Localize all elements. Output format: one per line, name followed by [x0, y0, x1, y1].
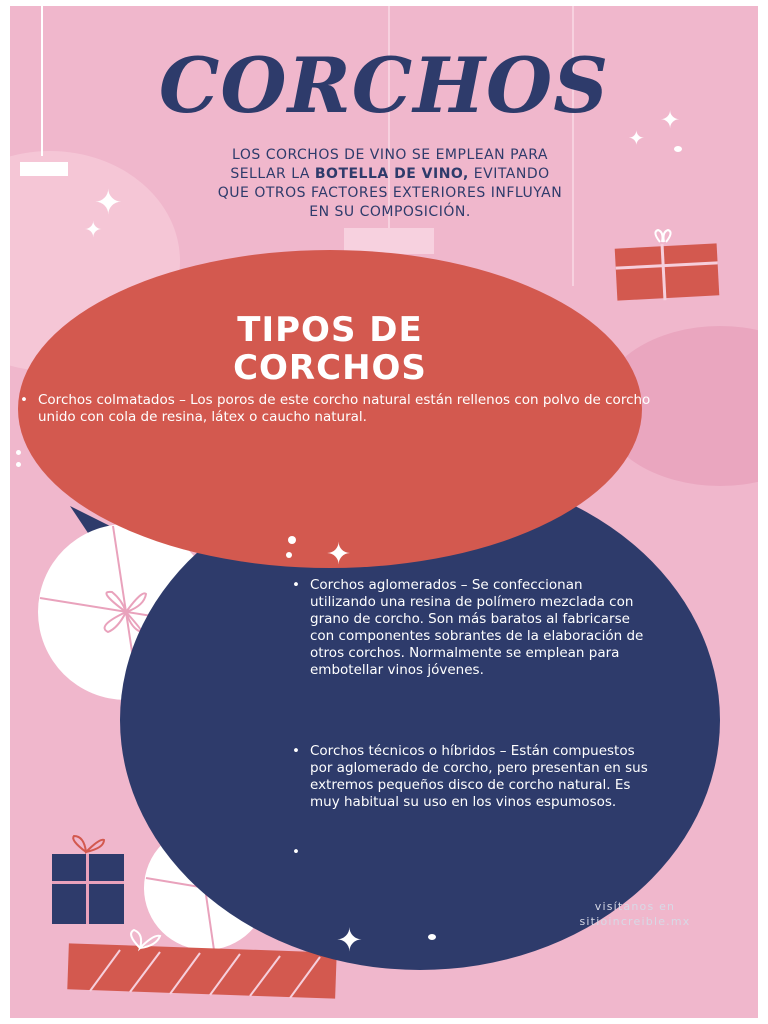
- gift-box-icon: [52, 836, 124, 924]
- section-title: [160, 311, 500, 387]
- ornament-cap-left: [20, 162, 68, 176]
- decor-dot: [288, 536, 296, 544]
- sparkle-icon: ✦: [84, 218, 103, 243]
- intro-line-2-start: SELLAR LA: [230, 166, 315, 182]
- decor-dot: [286, 552, 292, 558]
- decor-dot: [428, 934, 436, 940]
- section-title-line-1: TIPOS DE: [237, 310, 423, 350]
- decor-dot: [16, 450, 21, 455]
- decor-dot: [16, 462, 21, 467]
- intro-line-2-end: EVITANDO: [468, 166, 550, 182]
- intro-line-4: EN SU COMPOSICIÓN.: [309, 204, 471, 220]
- footer: [570, 899, 700, 929]
- sparkle-icon: ✦: [94, 183, 123, 223]
- intro-line-1: LOS CORCHOS DE VINO SE EMPLEAN PARA: [232, 147, 548, 163]
- intro-paragraph: [150, 146, 630, 222]
- poster: [10, 6, 758, 1018]
- page-title: CORCHOS: [158, 41, 610, 130]
- gift-box-icon: [615, 230, 720, 301]
- footer-link[interactable]: sitioincreible.mx: [579, 915, 691, 928]
- section-title-line-2: CORCHOS: [233, 348, 427, 388]
- intro-bold: BOTELLA DE VINO,: [314, 166, 469, 182]
- intro-line-3: QUE OTROS FACTORES EXTERIORES INFLUYAN: [217, 185, 563, 201]
- sparkle-icon: ✦: [628, 126, 645, 150]
- sparkle-icon: ✦: [660, 106, 681, 134]
- decor-dot: [674, 146, 682, 152]
- list-item: • Corchos aglomerados – Se confeccionan utilizando una resina de polímero mezclada con grano de corcho. Son más baratos al fabricarse con componentes sobrantes de la elaboración de otros corchos. Normalmente se emplean para embotellar vinos jóvenes.: [310, 577, 650, 679]
- list-item: • Corchos técnicos o híbridos – Están compuestos por aglomerado de corcho, pero presentan en sus extremos pequeños disco de corcho natural. Es muy habitual su uso en los vinos espumosos.: [310, 743, 650, 811]
- list-item: • Corchos colmatados – Los poros de este corcho natural están rellenos con polvo de corcho unido con cola de resina, látex o caucho natural.: [38, 392, 658, 426]
- sparkle-icon: ✦: [336, 921, 363, 959]
- footer-line-1: visítanos en: [594, 900, 676, 913]
- sparkle-icon: ✦: [326, 537, 352, 572]
